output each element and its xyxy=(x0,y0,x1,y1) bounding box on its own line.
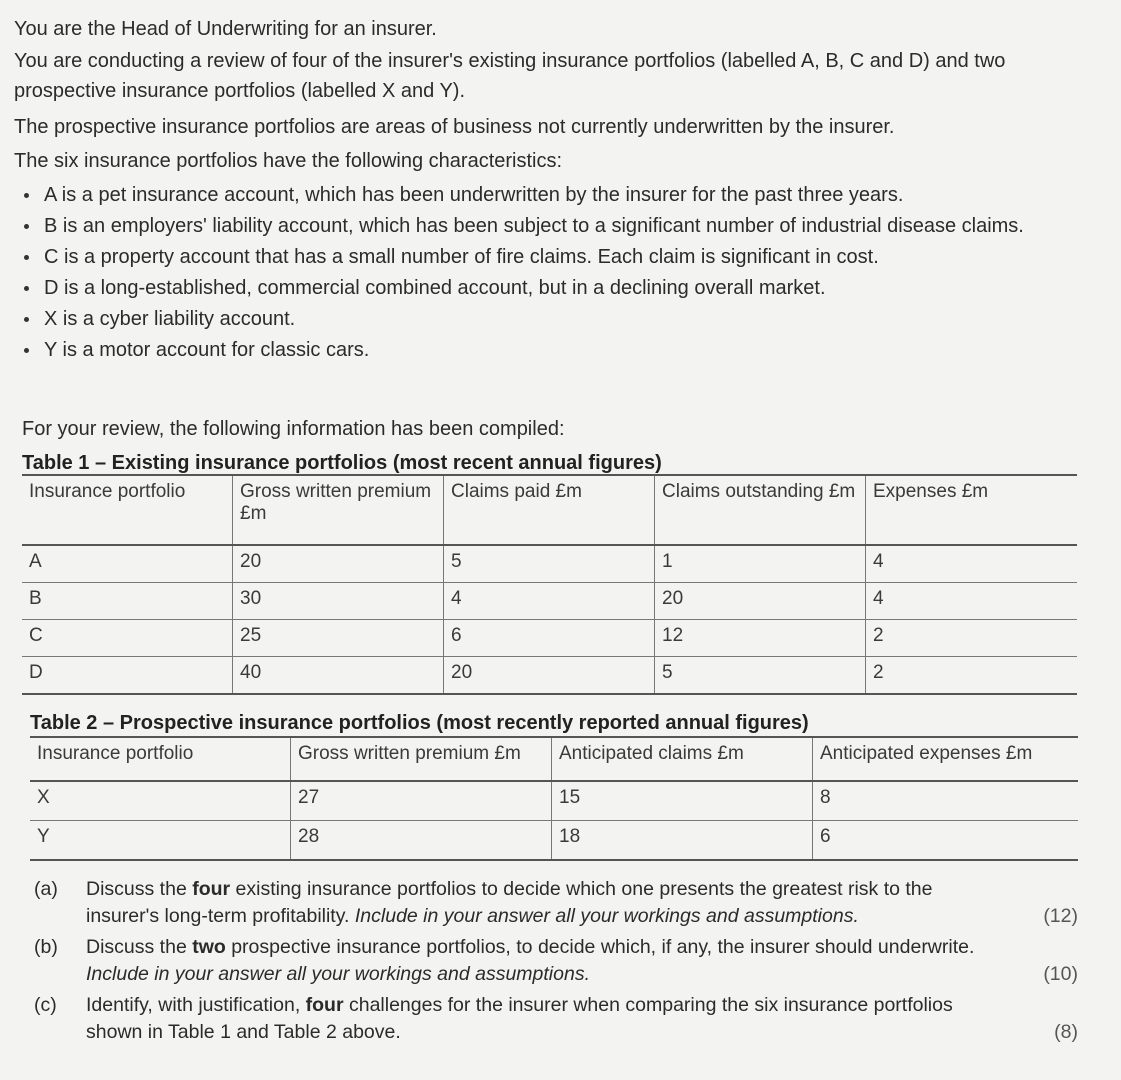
table-row xyxy=(22,545,1077,583)
table-row xyxy=(22,620,1077,657)
question-emphasis: four xyxy=(192,878,231,900)
column-header: Anticipated expenses £m xyxy=(813,737,1079,781)
question-label: (c) xyxy=(34,994,57,1016)
question-instruction: Include in your answer all your workings and assumptions. xyxy=(354,905,859,927)
column-header: Gross written premium £m xyxy=(291,737,552,781)
table-cell: 40 xyxy=(233,657,444,695)
question-text: existing insurance portfolios to decide which one presents the greatest risk to the insurer's long-term profitability. xyxy=(86,878,933,927)
table-cell: 2 xyxy=(866,620,1078,657)
table-cell: 6 xyxy=(444,620,655,657)
intro-paragraph-1: You are the Head of Underwriting for an insurer. xyxy=(14,18,437,40)
characteristic-c: C is a property account that has a small number of fire claims. Each claim is significant in cost. xyxy=(44,246,879,268)
table-cell: 2 xyxy=(866,657,1078,695)
table-cell: 12 xyxy=(655,620,866,657)
question-emphasis: four xyxy=(305,994,344,1016)
table-cell: 8 xyxy=(813,781,1079,821)
table-header-row xyxy=(30,737,1078,781)
intro-paragraph-3: The prospective insurance portfolios are areas of business not currently underwritten by the insurer. xyxy=(14,116,895,138)
bullet-icon xyxy=(24,193,29,198)
column-header: Claims outstanding £m xyxy=(655,475,866,545)
table-cell: 4 xyxy=(444,583,655,620)
list-item xyxy=(14,242,1084,272)
bullet-icon xyxy=(24,286,29,291)
column-header: Insurance portfolio xyxy=(30,737,291,781)
review-intro: For your review, the following information has been compiled: xyxy=(22,418,565,440)
characteristic-y: Y is a motor account for classic cars. xyxy=(44,339,370,361)
table-cell: C xyxy=(22,620,233,657)
table-row xyxy=(30,781,1078,821)
table-cell: 5 xyxy=(444,545,655,583)
table-cell: A xyxy=(22,545,233,583)
table-cell: 4 xyxy=(866,583,1078,620)
bullet-icon xyxy=(24,224,29,229)
intro-paragraph-4: The six insurance portfolios have the following characteristics: xyxy=(14,150,563,172)
list-item xyxy=(14,335,1084,365)
question-marks: (10) xyxy=(1043,963,1078,985)
table-cell: 6 xyxy=(813,821,1079,861)
question-label: (a) xyxy=(34,878,58,900)
table-cell: 30 xyxy=(233,583,444,620)
table-cell: 18 xyxy=(552,821,813,861)
list-item xyxy=(14,273,1084,303)
table-cell: 27 xyxy=(291,781,552,821)
question-a xyxy=(34,876,1084,930)
table-cell: X xyxy=(30,781,291,821)
existing-portfolios-table xyxy=(22,474,1077,695)
table-cell: 28 xyxy=(291,821,552,861)
column-header: Gross written premium £m xyxy=(233,475,444,545)
prospective-portfolios-table xyxy=(30,736,1078,861)
column-header: Expenses £m xyxy=(866,475,1078,545)
question-instruction: Include in your answer all your workings and assumptions. xyxy=(86,963,591,985)
table-cell: 20 xyxy=(655,583,866,620)
question-text: Discuss the xyxy=(86,936,193,958)
question-c xyxy=(34,992,1084,1046)
bullet-icon xyxy=(24,255,29,260)
question-text: prospective insurance portfolios, to decide which, if any, the insurer should underwrite. xyxy=(225,936,975,958)
characteristics-list xyxy=(14,180,1084,366)
characteristic-a: A is a pet insurance account, which has been underwritten by the insurer for the past three years. xyxy=(44,184,904,206)
table-cell: 4 xyxy=(866,545,1078,583)
table-cell: 1 xyxy=(655,545,866,583)
table-cell: Y xyxy=(30,821,291,861)
bullet-icon xyxy=(24,317,29,322)
column-header: Anticipated claims £m xyxy=(552,737,813,781)
question-text: Identify, with justification, xyxy=(86,994,306,1016)
bullet-icon xyxy=(24,348,29,353)
table1-caption: Table 1 – Existing insurance portfolios (most recent annual figures) xyxy=(22,452,662,474)
table-row xyxy=(22,583,1077,620)
question-emphasis: two xyxy=(192,936,226,958)
question-marks: (12) xyxy=(1043,905,1078,927)
characteristic-b: B is an employers' liability account, which has been subject to a significant number of industrial disease claims. xyxy=(44,215,1024,237)
table-cell: 20 xyxy=(233,545,444,583)
question-b xyxy=(34,934,1084,988)
table-row xyxy=(30,821,1078,861)
table-cell: 25 xyxy=(233,620,444,657)
intro-paragraph-2: You are conducting a review of four of the insurer's existing insurance portfolios (labelled A, B, C and D) and two prospective insurance portfolios (labelled X and Y). xyxy=(14,50,1006,102)
table-cell: 5 xyxy=(655,657,866,695)
column-header: Insurance portfolio xyxy=(22,475,233,545)
list-item xyxy=(14,211,1084,241)
list-item xyxy=(14,180,1084,210)
table-cell: 15 xyxy=(552,781,813,821)
question-marks: (8) xyxy=(1054,1021,1078,1043)
table-cell: 20 xyxy=(444,657,655,695)
questions xyxy=(34,876,1084,1050)
column-header: Claims paid £m xyxy=(444,475,655,545)
characteristic-x: X is a cyber liability account. xyxy=(44,308,296,330)
question-text: Discuss the xyxy=(86,878,193,900)
table-row xyxy=(22,657,1077,695)
characteristic-d: D is a long-established, commercial combined account, but in a declining overall market. xyxy=(44,277,826,299)
question-text: challenges for the insurer when comparing the six insurance portfolios shown in Table 1 and Table 2 above. xyxy=(86,994,953,1043)
list-item xyxy=(14,304,1084,334)
table-header-row xyxy=(22,475,1077,545)
table-cell: B xyxy=(22,583,233,620)
table2-caption: Table 2 – Prospective insurance portfolios (most recently reported annual figures) xyxy=(30,712,809,734)
question-label: (b) xyxy=(34,936,58,958)
table-cell: D xyxy=(22,657,233,695)
